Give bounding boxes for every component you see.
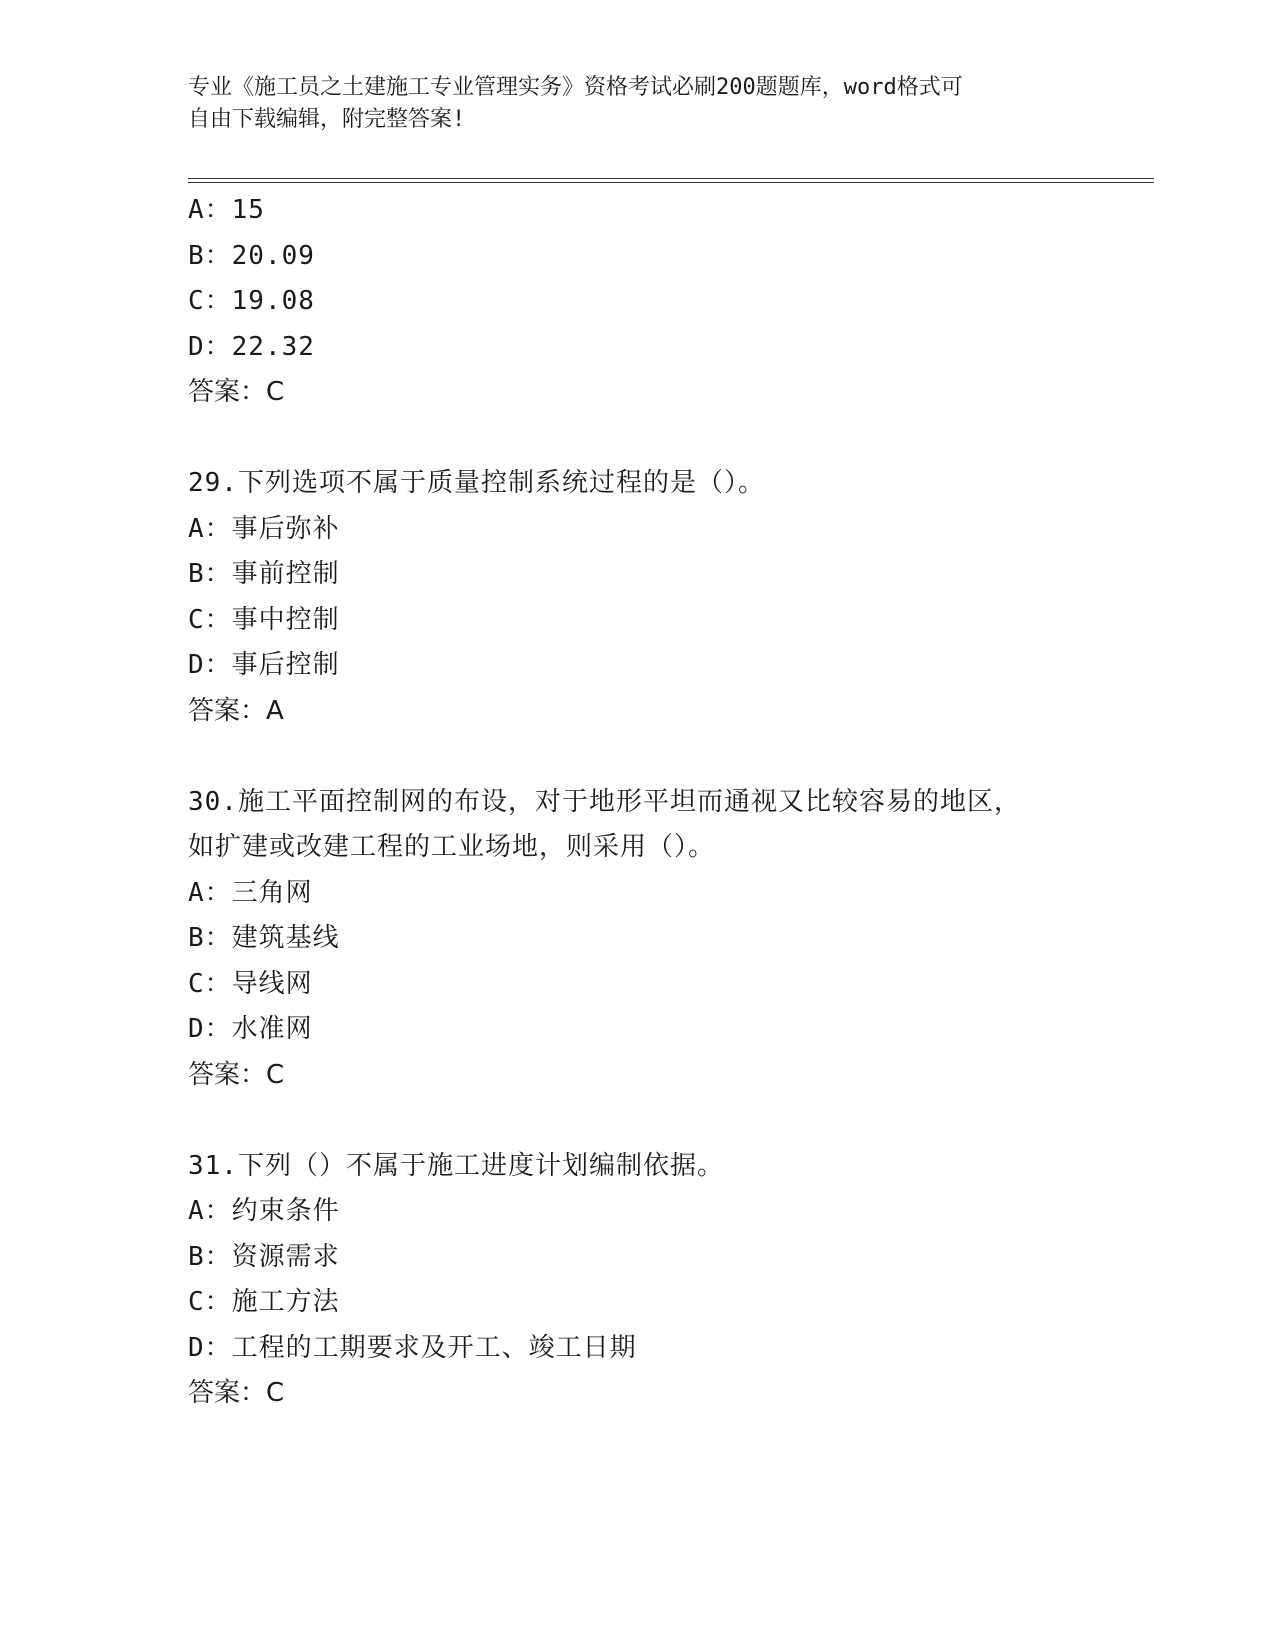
question-block-previous — [188, 188, 1154, 416]
option-d: D：水准网 — [188, 1014, 313, 1044]
question-list — [188, 188, 1154, 1417]
spacer — [188, 1098, 1154, 1144]
answer-line: 答案：C — [188, 1059, 285, 1090]
question-block-31 — [188, 1144, 1154, 1417]
option-d: D：工程的工期要求及开工、竣工日期 — [188, 1332, 637, 1363]
spacer — [188, 416, 1154, 462]
spacer — [188, 734, 1154, 780]
answer-line: 答案：A — [188, 695, 284, 726]
option-a: A：15 — [188, 195, 265, 225]
option-b: B：事前控制 — [188, 559, 340, 589]
header-line-2: 自由下载编辑，附完整答案! — [188, 107, 466, 132]
document-header — [188, 72, 1068, 136]
option-a: A：三角网 — [188, 877, 313, 908]
question-text-continued: 如扩建或改建工程的工业场地，则采用（）。 — [188, 832, 716, 862]
option-a: A：事后弥补 — [188, 513, 340, 544]
option-b: B：建筑基线 — [188, 923, 340, 953]
option-a: A：约束条件 — [188, 1196, 340, 1226]
header-line-1: 专业《施工员之土建施工专业管理实务》资格考试必刷200题题库，word格式可 — [188, 75, 963, 100]
option-c: C：事中控制 — [188, 604, 340, 635]
option-c: C：19.08 — [188, 286, 315, 316]
answer-line: 答案：C — [188, 377, 285, 407]
question-text: 30.施工平面控制网的布设，对于地形平坦而通视又比较容易的地区， — [188, 786, 1021, 817]
option-d: D：事后控制 — [188, 650, 340, 680]
option-b: B：资源需求 — [188, 1241, 340, 1272]
option-d: D：22.32 — [188, 331, 315, 362]
header-divider — [188, 178, 1154, 183]
option-c: C：施工方法 — [188, 1287, 340, 1317]
answer-line: 答案：C — [188, 1378, 285, 1408]
option-c: C：导线网 — [188, 968, 313, 999]
question-text: 29.下列选项不属于质量控制系统过程的是（）。 — [188, 468, 765, 498]
question-block-29 — [188, 461, 1154, 734]
option-b: B：20.09 — [188, 240, 315, 271]
question-text: 31.下列（）不属于施工进度计划编制依据。 — [188, 1150, 724, 1181]
question-block-30 — [188, 780, 1154, 1099]
